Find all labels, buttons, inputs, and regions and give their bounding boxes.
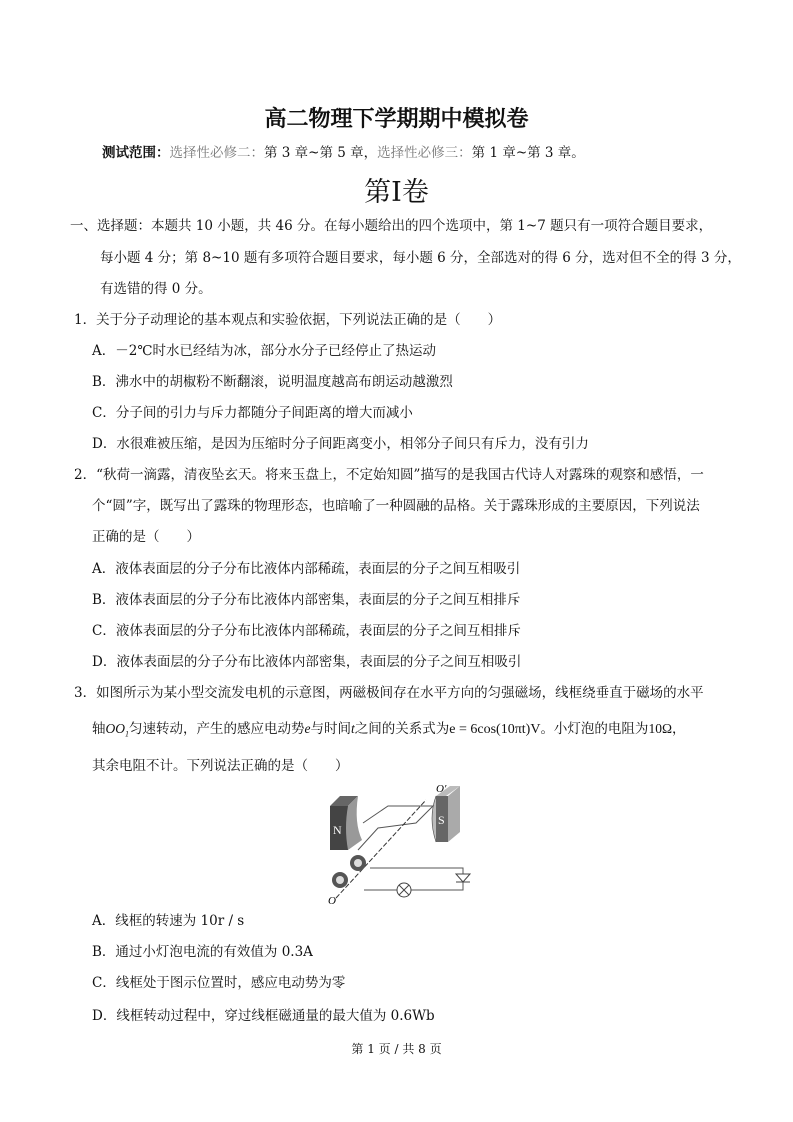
page-title: 高二物理下学期期中模拟卷 <box>264 107 529 132</box>
o-label: O <box>328 895 336 907</box>
q1-stem: 1．关于分子动理论的基本观点和实验依据，下列说法正确的是（ ） <box>74 312 502 328</box>
q2-option-d: D．液体表面层的分子分布比液体内部密集，表面层的分子之间互相吸引 <box>92 654 522 670</box>
generator-diagram <box>318 778 478 908</box>
q2-stem-2: 个“圆”字，既写出了露珠的物理形态，也暗喻了一种圆融的品格。关于露珠形成的主要原因，下列说法 <box>92 498 700 514</box>
s-pole-face <box>432 796 436 842</box>
q2-option-c: C．液体表面层的分子分布比液体内部稀疏，表面层的分子之间互相排斥 <box>92 623 521 639</box>
q2-stem-1: 2．“秋荷一滴露，清夜坠玄天。将来玉盘上，不定始知圆”描写的是我国古代诗人对露珠的观察和感悟，一 <box>74 467 704 483</box>
text: 匀速转动，产生的感应电动势 <box>129 721 305 737</box>
slip-ring-1-core <box>354 859 362 867</box>
text: 之间的关系式为 <box>354 721 450 737</box>
axis-symbol <box>105 721 130 739</box>
text: 。小灯泡的电阻为 <box>540 721 649 737</box>
q1-option-a: A．－2℃时水已经结为冰，部分水分子已经停止了热运动 <box>92 343 436 359</box>
q3-option-a: A．线框的转速为 10r / s <box>92 913 245 929</box>
text: ， <box>671 721 686 737</box>
scope-label: 测试范围： <box>102 145 170 161</box>
q3-option-c: C．线框处于图示位置时，感应电动势为零 <box>92 975 346 991</box>
page-footer: 第 1 页 / 共 8 页 <box>351 1042 442 1056</box>
emf-formula: e = 6cos(10πt)V <box>449 722 541 737</box>
n-label: N <box>333 823 342 837</box>
q1-option-b: B．沸水中的胡椒粉不断翻滚，说明温度越高布朗运动越激烈 <box>92 374 453 390</box>
section-instructions-3: 有选错的得 0 分。 <box>100 281 212 297</box>
q2-option-a: A．液体表面层的分子分布比液体内部稀疏，表面层的分子之间互相吸引 <box>92 561 521 577</box>
q1-option-c: C．分子间的引力与斥力都随分子间距离的增大而减小 <box>92 405 413 421</box>
emf-symbol: e <box>304 721 311 736</box>
axis-subscript: 1 <box>125 729 129 739</box>
scope-part1-range: 第 3 章~第 5 章， <box>264 145 378 161</box>
volume-heading: 第I卷 <box>364 177 429 208</box>
s-label: S <box>438 813 445 827</box>
scope-part2-range: 第 1 章~第 3 章。 <box>471 145 585 161</box>
circuit-wire <box>364 868 463 890</box>
section-instructions-1: 一、选择题：本题共 10 小题，共 46 分。在每小题给出的四个选项中，第 1~7 题只有一项符合题目要求， <box>70 218 713 234</box>
coil <box>358 806 433 850</box>
diode-icon <box>456 874 470 882</box>
time-symbol: t <box>351 721 355 736</box>
axis-text: OO <box>105 721 125 736</box>
q3-stem-3: 其余电阻不计。下列说法正确的是（ ） <box>92 758 349 774</box>
q1-option-d: D．水很难被压缩，是因为压缩时分子间距离变小，相邻分子间只有斥力，没有引力 <box>92 436 589 452</box>
section-instructions-2: 每小题 4 分；第 8~10 题有多项符合题目要求，每小题 6 分，全部选对的得 6 分，选对但不全的得 3 分， <box>100 250 741 266</box>
q3-stem-2 <box>92 720 685 744</box>
slip-ring-2-core <box>336 876 344 884</box>
scope-part1: 选择性必修二： <box>169 145 264 161</box>
q2-option-b: B．液体表面层的分子分布比液体内部密集，表面层的分子之间互相排斥 <box>92 592 521 608</box>
s-magnet-side <box>448 786 460 842</box>
text: 轴 <box>92 721 106 737</box>
o-prime-label: O′ <box>436 783 447 795</box>
text: 与时间 <box>310 721 351 737</box>
q3-option-b: B．通过小灯泡电流的有效值为 0.3A <box>92 944 313 960</box>
q2-stem-3: 正确的是（ ） <box>92 529 200 545</box>
q3-option-d: D．线框转动过程中，穿过线框磁通量的最大值为 0.6Wb <box>92 1008 435 1024</box>
resistance-value: 10Ω <box>648 721 672 736</box>
test-scope <box>102 144 585 162</box>
scope-part2: 选择性必修三： <box>377 145 472 161</box>
q3-stem-1: 3．如图所示为某小型交流发电机的示意图，两磁极间存在水平方向的匀强磁场，线框绕垂直于磁场的水平 <box>74 685 704 701</box>
